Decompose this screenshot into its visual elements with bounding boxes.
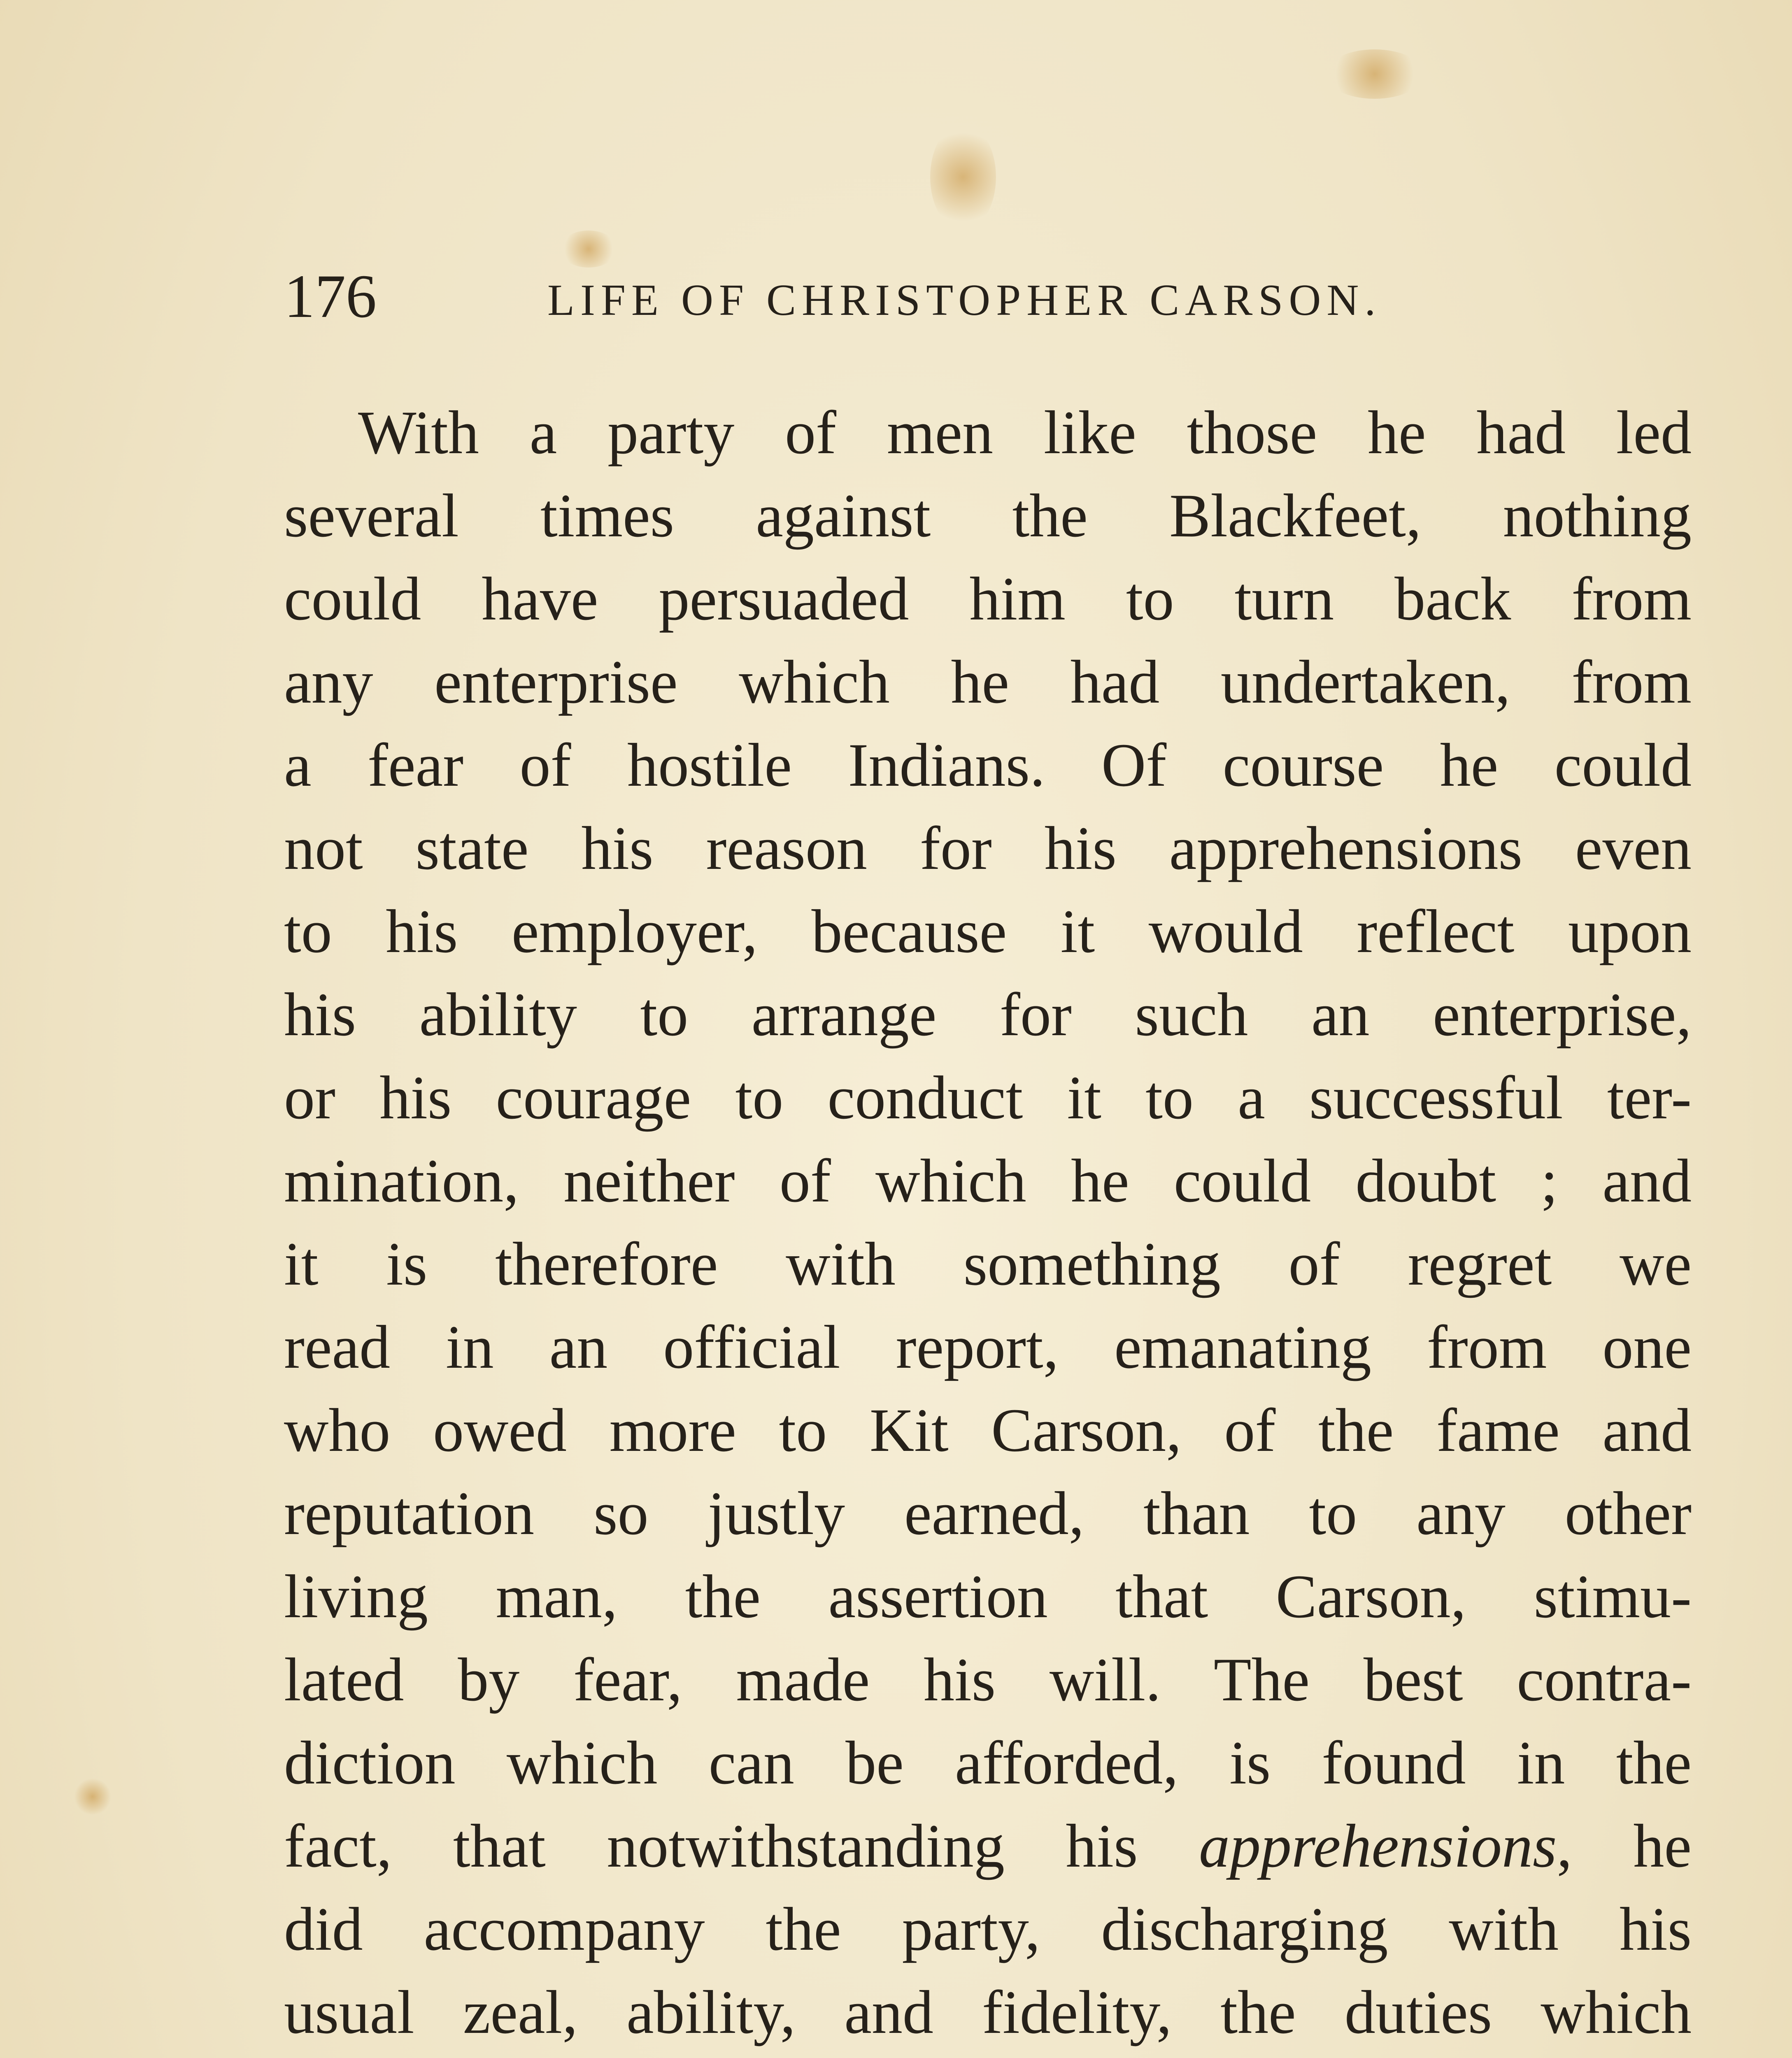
text-line: read in an official report, emanating from one [284, 1313, 1692, 1381]
paper-stain [930, 123, 996, 230]
text-line: not state his reason for his apprehensions even [284, 814, 1692, 882]
paper-stain [1325, 49, 1424, 99]
text-line: to his employer, because it would reflect upon [284, 897, 1692, 966]
text-line: diction which can be afforded, is found in the [284, 1729, 1692, 1797]
text-line: mination, neither of which he could doubt ; and [284, 1147, 1692, 1215]
text-line: lated by fear, made his will. The best contra- [284, 1646, 1692, 1714]
text-line: his ability to arrange for such an enterprise, [284, 980, 1692, 1049]
text-line: With a party of men like those he had led [358, 398, 1692, 467]
text-line: usual zeal, ability, and fidelity, the duties which [284, 1978, 1692, 2046]
text-line: who owed more to Kit Carson, of the fame and [284, 1396, 1692, 1464]
text-line: any enterprise which he had undertaken, from [284, 648, 1692, 716]
text-line: a fear of hostile Indians. Of course he could [284, 731, 1692, 799]
text-line: did accompany the party, discharging with his [284, 1895, 1692, 1963]
text-line: several times against the Blackfeet, nothing [284, 482, 1692, 550]
italic-word: apprehensions [1199, 1812, 1557, 1880]
text-line: could have persuaded him to turn back from [284, 565, 1692, 633]
text-line: or his courage to conduct it to a successful ter- [284, 1064, 1692, 1132]
page-number: 176 [284, 262, 377, 331]
text-segment: , he [1557, 1812, 1692, 1880]
running-head: LIFE OF CHRISTOPHER CARSON. [547, 276, 1382, 325]
text-line: it is therefore with something of regret we [284, 1230, 1692, 1298]
text-line: reputation so justly earned, than to any other [284, 1479, 1692, 1548]
text-line: living man, the assertion that Carson, stimu- [284, 1562, 1692, 1631]
page-header [284, 255, 1692, 346]
paper-stain [74, 1778, 111, 1815]
body-text [284, 391, 1692, 2058]
text-line [284, 2054, 1692, 2058]
text-line-mixed [284, 1804, 1692, 1888]
text-segment: fact, that notwithstanding his [284, 1812, 1138, 1880]
